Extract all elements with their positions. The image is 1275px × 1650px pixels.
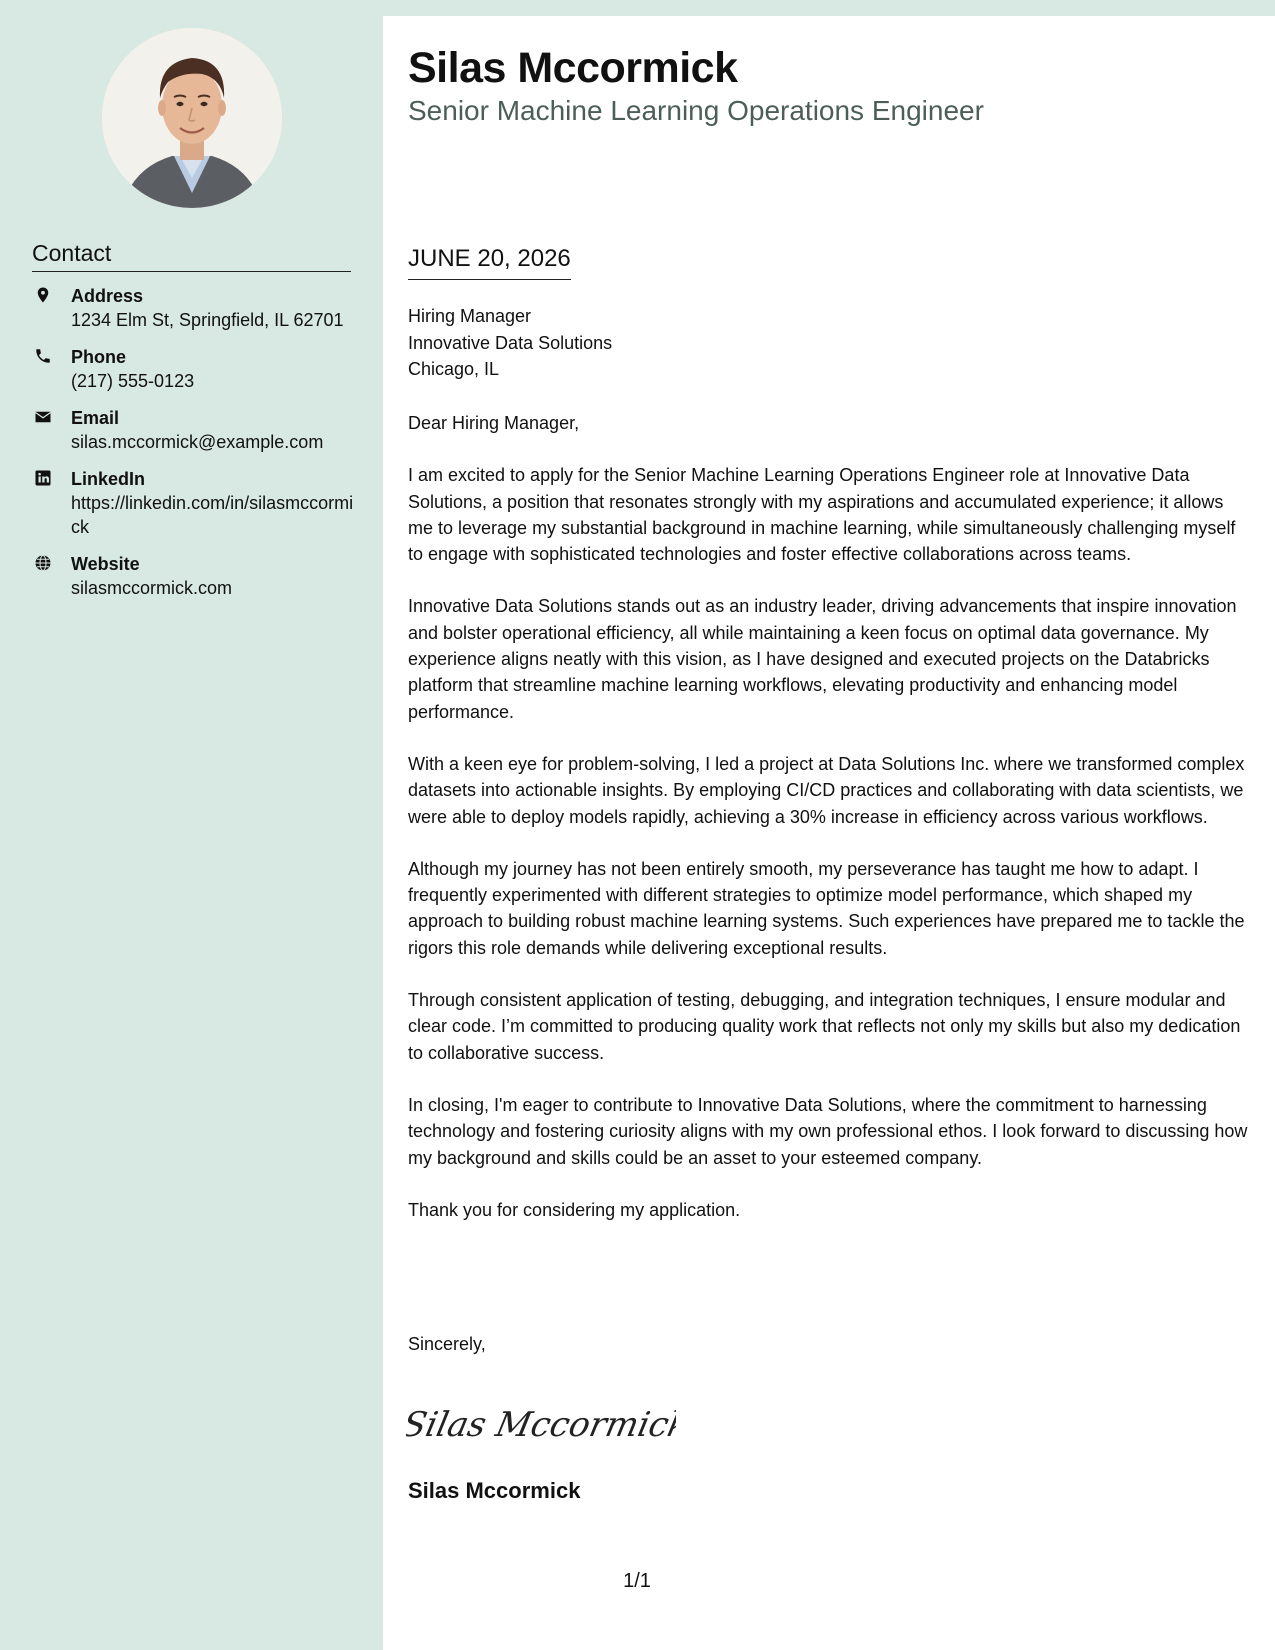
contact-label: Phone	[71, 347, 127, 367]
handwritten-signature	[406, 1392, 676, 1457]
letter-date: JUNE 20, 2026	[408, 245, 571, 280]
signed-name: Silas Mccormick	[408, 1478, 581, 1503]
contact-value: (217) 555-0123	[71, 371, 195, 391]
letter-paragraph: Although my journey has not been entirely smooth, my perseverance has taught me how to adapt. I frequently experimented with different strategies to optimize model performance, which shaped my approach to building robust machine learning systems. Such experiences have prepared me to tackle the rigors this role demands while delivering exceptional results.	[408, 858, 1245, 958]
signature-text: Silas Mccormick	[406, 1405, 676, 1445]
contact-heading: Contact	[32, 240, 351, 272]
recipient-line: Chicago, IL	[408, 359, 500, 379]
contact-label: Website	[71, 554, 140, 574]
page-number: 1/1	[623, 1570, 651, 1592]
contact-website	[32, 552, 362, 600]
contact-value: 1234 Elm St, Springfield, IL 62701	[71, 310, 344, 330]
letter-paragraph: Through consistent application of testing, debugging, and integration techniques, I ensure modular and clear code. I’m committed to producing quality work that reflects not only my skills but also my dedication to collaborative success.	[408, 990, 1241, 1063]
linkedin-icon	[34, 469, 52, 487]
contact-linkedin	[32, 467, 362, 539]
phone-icon	[34, 347, 52, 365]
closing: Sincerely,	[408, 1334, 486, 1354]
envelope-icon	[34, 408, 52, 426]
letter-paragraph: Innovative Data Solutions stands out as an industry leader, driving advancements that inspire innovation and bolster operational efficiency, all while maintaining a keen focus on optimal data governance. My experience aligns neatly with this vision, as I have designed and executed projects on the Databricks platform that streamline machine learning workflows, elevating productivity and enhancing model performance.	[408, 596, 1237, 722]
letter-paragraph: Thank you for considering my application.	[408, 1199, 741, 1220]
recipient-line: Innovative Data Solutions	[408, 332, 613, 353]
salutation: Dear Hiring Manager,	[408, 413, 580, 433]
contact-email	[32, 406, 362, 454]
applicant-name: Silas Mccormick	[408, 44, 738, 92]
email-link[interactable]: silas.mccormick@example.com	[71, 432, 324, 452]
contact-label: Email	[71, 408, 120, 428]
letter-paragraph: I am excited to apply for the Senior Machine Learning Operations Engineer role at Innovative Data Solutions, a position that resonates strongly with my aspirations and accumulated experience; it allows me to leverage my substantial background in machine learning, while simultaneously challenging myself to engage with sophisticated technologies and foster effective collaborations across teams.	[408, 465, 1236, 565]
letter-body	[408, 410, 1253, 1249]
profile-photo	[102, 28, 282, 208]
contact-label: Address	[71, 286, 144, 306]
location-pin-icon	[34, 286, 52, 304]
globe-icon	[34, 554, 52, 572]
letter-paragraph: In closing, I'm eager to contribute to Innovative Data Solutions, where the commitment to harnessing technology and fostering curiosity aligns with my own professional ethos. I look forward to discussing how my background and skills could be an asset to your esteemed company.	[408, 1094, 1248, 1168]
contact-address	[32, 284, 362, 332]
letter-paragraph: With a keen eye for problem-solving, I led a project at Data Solutions Inc. where we transformed complex datasets into actionable insights. By employing CI/CD practices and collaborating with data scientists, we were able to deploy models rapidly, achieving a 30% increase in efficiency across various workflows.	[408, 753, 1245, 827]
contact-list	[32, 284, 362, 613]
recipient-block	[408, 303, 612, 383]
linkedin-link[interactable]: https://linkedin.com/in/silasmccormick	[71, 493, 354, 537]
contact-label: LinkedIn	[71, 469, 146, 489]
job-title: Senior Machine Learning Operations Engineer	[408, 95, 984, 126]
contact-phone	[32, 345, 362, 393]
website-link[interactable]: silasmccormick.com	[71, 578, 233, 598]
recipient-line: Hiring Manager	[408, 306, 532, 326]
